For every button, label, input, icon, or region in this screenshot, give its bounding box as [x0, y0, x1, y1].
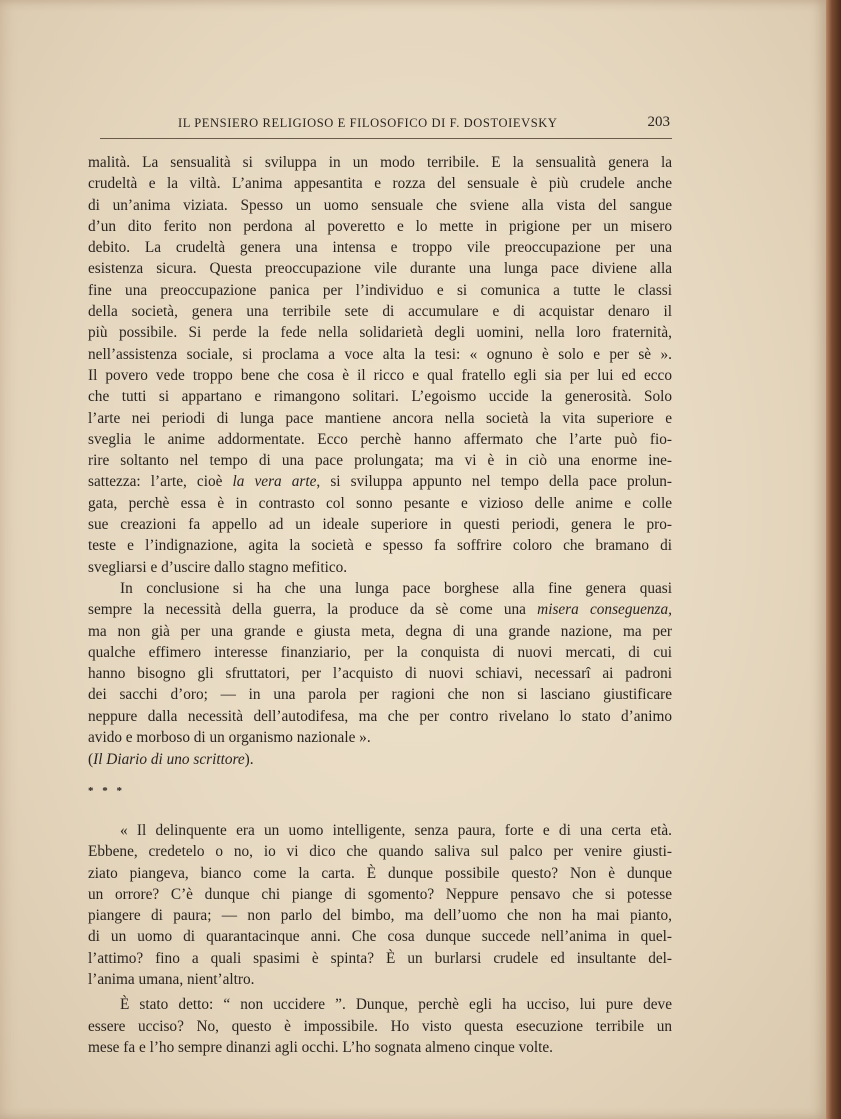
paragraph-conclusion: [88, 578, 672, 748]
text-line: dei sacchi d’oro; — in una parola per ragioni che non si lasciano giustificare: [88, 686, 672, 704]
text-line: esistenza sicura. Questa preoccupazione vile durante una lunga pace diviene alla: [88, 260, 672, 278]
text-line: di un uomo di quarantacinque anni. Che cosa dunque succede nell’anima in quel-: [88, 928, 672, 946]
text-line: nell’assistenza sociale, si proclama a voce alta la tesi: « ognuno è solo e per sè ».: [88, 345, 672, 363]
body-text: [88, 152, 672, 1058]
source-citation: [88, 749, 672, 770]
text-line-mixed: [88, 599, 672, 620]
text-line: crudeltà e la viltà. L’anima appesantita e rozza del sensuale è più crudele anche: [88, 175, 672, 193]
text-line: teste e l’indignazione, agita la società e spesso fa soffrire coloro che bramano di: [88, 537, 672, 555]
text-line: ma non già per una grande e giusta meta, degna di una grande nazione, ma per: [88, 622, 672, 640]
text-line: ziato piangeva, bianco come la carta. È dunque possibile questo? Non è dunque: [88, 864, 672, 882]
citation-open: (: [88, 751, 94, 769]
running-title: IL PENSIERO RELIGIOSO E FILOSOFICO DI F. DOSTOIEVSKY: [178, 116, 558, 130]
text-fragment: sattezza: l’arte, cioè: [88, 473, 233, 491]
text-line: l’anima umana, nient’altro.: [88, 970, 255, 988]
text-line: un orrore? C’è dunque chi piange di sgomento? Neppure pensavo che si potesse: [88, 885, 672, 903]
text-line: più possibile. Si perde la fede nella solidarietà degli uomini, nella loro fraternità,: [88, 324, 672, 342]
text-fragment: , si sviluppa appunto nel tempo della pace prolun-: [316, 473, 672, 491]
header-rule: [100, 138, 672, 139]
text-line: di un’anima viziata. Spesso un uomo sensuale che sviene alla vista del sangue: [88, 196, 672, 214]
text-line: « Il delinquente era un uomo intelligente, senza paura, forte e di una certa età.: [120, 821, 672, 839]
text-line: sue creazioni fa appello ad un ideale superiore in questi periodi, genera le pro-: [88, 516, 672, 534]
paragraph-delinquent: [88, 820, 672, 990]
page-number: 203: [647, 114, 670, 130]
text-line: l’arte nei periodi di lunga pace mantiene ancora nella società la vita superiore e: [88, 409, 672, 427]
text-line: Il povero vede troppo bene che cosa è il ricco e qual fratello egli sia per lui ed ecco: [88, 366, 672, 384]
paragraph-sensuality: [88, 152, 672, 578]
text-line: malità. La sensualità si sviluppa in un modo terribile. E la sensualità genera la: [88, 154, 672, 171]
text-line: gata, perchè essa è in contrasto col sonno pesante e vizioso delle anime e colle: [88, 494, 672, 512]
text-line: d’un dito ferito non perdona al poveretto e lo mette in prigione per un misero: [88, 217, 672, 235]
text-line: della società, genera una terribile sete di accumulare e di acquistar denaro il: [88, 303, 672, 321]
italic-phrase: la vera arte: [232, 473, 317, 491]
text-line: essere ucciso? No, questo è impossibile. Ho visto questa esecuzione terribile un: [88, 1017, 672, 1035]
text-line: fine una preoccupazione panica per l’individuo e si comunica a tutte le classi: [88, 281, 672, 299]
text-line: che tutti si appartano e rimangono solitari. L’egoismo uccide la generosità. Solo: [88, 388, 672, 406]
paragraph-execution: [88, 994, 672, 1058]
citation-title: Il Diario di uno scrittore: [93, 751, 245, 769]
text-line: sveglia le anime addormentate. Ecco perchè hanno affermato che l’arte può fio-: [88, 430, 672, 448]
page-header: [100, 116, 670, 138]
text-line: rire soltanto nel tempo di una pace prolungata; ma vi è in ciò una enorme ine-: [88, 452, 672, 470]
text-line: Ebbene, credetelo o no, io vi dico che quando saliva sul palco per venire giusti-: [88, 843, 672, 861]
text-fragment: sempre la necessità della guerra, la produce da sè come una: [88, 601, 538, 619]
citation-close: ).: [244, 751, 254, 769]
text-line: debito. La crudeltà genera una intensa e troppo vile preoccupazione per una: [88, 239, 672, 257]
text-line: neppure dalla necessità dell’autodifesa, ma che per contro rivelano lo stato d’animo: [88, 707, 672, 725]
text-line: In conclusione si ha che una lunga pace borghese alla fine genera quasi: [120, 579, 672, 597]
text-line: svegliarsi e d’uscire dallo stagno mefitico.: [88, 558, 348, 576]
text-line: hanno bisogno gli sfruttatori, per l’acquisto di nuovi schiavi, necessarî ai padroni: [88, 665, 672, 683]
page-edge: [826, 0, 841, 1119]
text-line: piangere di paura; — non parlo del bimbo, ma dell’uomo che non ha mai pianto,: [88, 907, 672, 925]
text-line: mese fa e l’ho sempre dinanzi agli occhi. L’ho sognata almeno cinque volte.: [88, 1038, 553, 1056]
section-separator: * * *: [88, 784, 125, 797]
text-line: È stato detto: “ non uccidere ”. Dunque, perchè egli ha ucciso, lui pure deve: [120, 996, 672, 1014]
text-line-mixed: [88, 471, 672, 492]
italic-phrase: misera conseguenza,: [537, 601, 672, 619]
text-line: qualche effimero interesse finanziario, per la conquista di nuovi mercati, di cui: [88, 643, 672, 661]
text-line: l’attimo? fino a quali spasimi è spinta? È un burlarsi crudele ed insultante del-: [88, 949, 672, 967]
text-line: avido e morboso di un organismo nazionale ».: [88, 729, 371, 747]
